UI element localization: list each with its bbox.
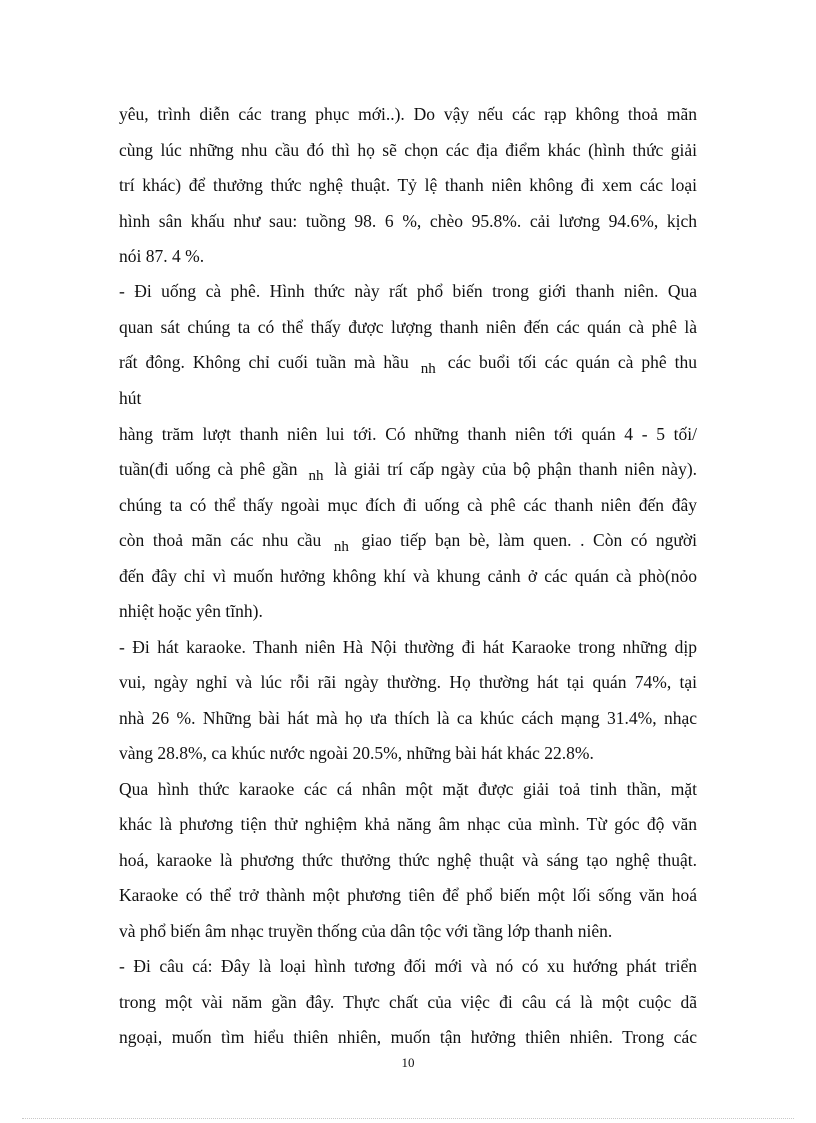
text-segment: rất đông. Không chỉ cuối tuần mà hầu	[119, 352, 409, 372]
text-line: hoá, karaoke là phương thức thưởng thức nghệ thuật và sáng tạo nghệ thuật.	[119, 850, 697, 870]
text-segment: là giải trí cấp ngày của bộ phận thanh niên này).	[334, 459, 698, 479]
text-line: vui, ngày nghỉ và lúc rỗi rãi ngày thường. Họ thường hát tại quán 74%, tại	[119, 672, 697, 692]
text-line: hình sân khấu như sau: tuồng 98. 6 %, chèo 95.8%. cải lương 94.6%, kịch	[119, 211, 697, 231]
text-line: hút	[119, 388, 142, 408]
text-line	[119, 529, 697, 553]
page-number: 10	[401, 1055, 415, 1070]
subscript-fragment: nh	[420, 361, 436, 377]
text-line: yêu, trình diễn các trang phục mới..). Do vậy nếu các rạp không thoả mãn	[119, 104, 697, 124]
text-line: Karaoke có thể trở thành một phương tiên để phổ biến một lối sống văn hoá	[119, 885, 697, 905]
text-line: trong một vài năm gần đây. Thực chất của việc đi câu cá là một cuộc dã	[119, 992, 697, 1012]
text-line: nhiệt hoặc yên tĩnh).	[119, 601, 263, 621]
text-line	[119, 458, 697, 482]
text-line: chúng ta có thể thấy ngoài mục đích đi uống cà phê các thanh niên đến đây	[119, 495, 697, 515]
text-line: trí khác) để thưởng thức nghệ thuật. Tỷ lệ thanh niên không đi xem các loại	[119, 175, 697, 195]
text-line: cùng lúc những nhu cầu đó thì họ sẽ chọn các địa điểm khác (hình thức giải	[119, 140, 697, 160]
text-segment: các buổi tối các quán cà phê thu	[447, 352, 698, 372]
text-line: nói 87. 4 %.	[119, 246, 205, 266]
text-line: và phổ biến âm nhạc truyền thống của dân tộc với tầng lớp thanh niên.	[119, 921, 613, 941]
text-line: - Đi câu cá: Đây là loại hình tương đối mới và nó có xu hướng phát triển	[119, 956, 697, 976]
text-segment: tuần(đi uống cà phê gần	[119, 459, 298, 479]
text-line: - Đi uống cà phê. Hình thức này rất phổ biến trong giới thanh niên. Qua	[119, 281, 697, 301]
text-line: khác là phương tiện thử nghiệm khả năng âm nhạc của mình. Từ góc độ văn	[119, 814, 697, 834]
subscript-fragment: nh	[333, 539, 349, 555]
text-line: vàng 28.8%, ca khúc nước ngoài 20.5%, những bài hát khác 22.8%.	[119, 743, 594, 763]
text-line	[119, 351, 697, 375]
subscript-fragment: nh	[308, 468, 324, 484]
text-line: đến đây chỉ vì muốn hưởng không khí và khung cảnh ở các quán cà phò(nỏo	[119, 566, 697, 586]
text-line: Qua hình thức karaoke các cá nhân một mặt được giải toả tinh thần, mặt	[119, 779, 697, 799]
text-line: quan sát chúng ta có thể thấy được lượng thanh niên đến các quán cà phê là	[119, 317, 697, 337]
text-line: - Đi hát karaoke. Thanh niên Hà Nội thường đi hát Karaoke trong những dịp	[119, 637, 697, 657]
text-segment: giao tiếp bạn bè, làm quen. . Còn có người	[361, 530, 698, 550]
text-segment: còn thoả mãn các nhu cầu	[119, 530, 322, 550]
text-line: nhà 26 %. Những bài hát mà họ ưa thích là ca khúc cách mạng 31.4%, nhạc	[119, 708, 697, 728]
page-border-dotted	[22, 1118, 794, 1119]
text-line: ngoại, muốn tìm hiểu thiên nhiên, muốn tận hưởng thiên nhiên. Trong các	[119, 1027, 697, 1047]
text-line: hàng trăm lượt thanh niên lui tới. Có những thanh niên tới quán 4 - 5 tối/	[119, 424, 697, 444]
